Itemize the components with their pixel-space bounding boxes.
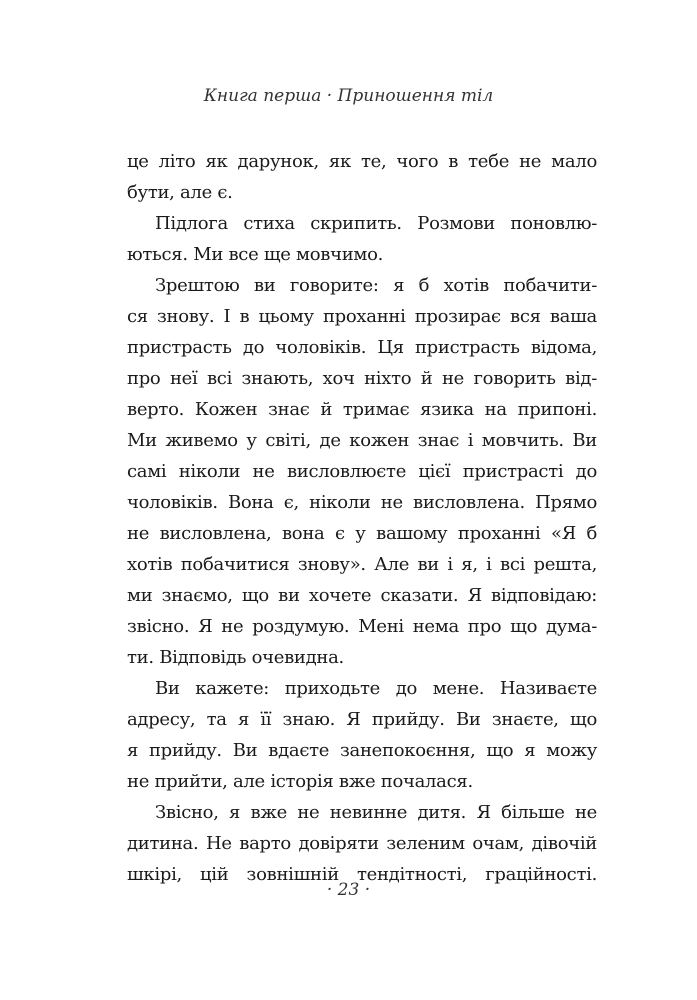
page-number: · 23 · — [326, 880, 371, 900]
text-line: хотів побачитися знову». Але ви і я, і всі решта, — [127, 554, 597, 575]
paragraph — [127, 146, 597, 208]
text-line: звісно. Я не роздумую. Мені нема про що дума- — [127, 616, 597, 637]
text-line: самі ніколи не висловлюєте цієї пристрасті до — [127, 461, 597, 482]
paragraph — [127, 673, 597, 797]
text-line: верто. Кожен знає й тримає язика на припоні. — [127, 399, 597, 420]
text-line: це літо як дарунок, як те, чого в тебе не мало — [127, 151, 597, 172]
text-line: дитина. Не варто довіряти зеленим очам, дівочій — [127, 833, 597, 854]
text-line: Ми живемо у світі, де кожен знає і мовчить. Ви — [127, 430, 597, 451]
text-line: адресу, та я її знаю. Я прийду. Ви знаєте, що — [127, 709, 597, 730]
paragraph — [127, 208, 597, 270]
text-line: про неї всі знають, хоч ніхто й не говорить від- — [127, 368, 597, 389]
text-line: чоловіків. Вона є, ніколи не висловлена. Прямо — [127, 492, 597, 513]
text-line: ми знаємо, що ви хочете сказати. Я відповідаю: — [127, 585, 597, 606]
text-line: не прийти, але історія вже почалася. — [127, 771, 473, 792]
text-line: Зрештою ви говорите: я б хотів побачити- — [155, 275, 597, 296]
text-line: Ви кажете: приходьте до мене. Називаєте — [155, 678, 597, 699]
text-line: ти. Відповідь очевидна. — [127, 647, 344, 668]
text-line: не висловлена, вона є у вашому проханні «Я б — [127, 523, 597, 544]
text-line: я прийду. Ви вдаєте занепокоєння, що я можу — [127, 740, 597, 761]
text-line: шкірі, цій зовнішній тендітності, граційності. — [127, 864, 597, 885]
text-line: бути, але є. — [127, 182, 233, 203]
text-line: ся знову. І в цьому проханні прозирає вся ваша — [127, 306, 597, 327]
paragraph — [127, 797, 597, 890]
running-head: Книга перша · Приношення тіл — [203, 86, 494, 106]
text-line: пристрасть до чоловіків. Ця пристрасть відома, — [127, 337, 597, 358]
body-text — [127, 146, 597, 890]
text-line: Звісно, я вже не невинне дитя. Я більше не — [155, 802, 597, 823]
text-line: Підлога стиха скрипить. Розмови поновлю- — [155, 213, 597, 234]
paragraph — [127, 270, 597, 673]
text-line: ються. Ми все ще мовчимо. — [127, 244, 384, 265]
